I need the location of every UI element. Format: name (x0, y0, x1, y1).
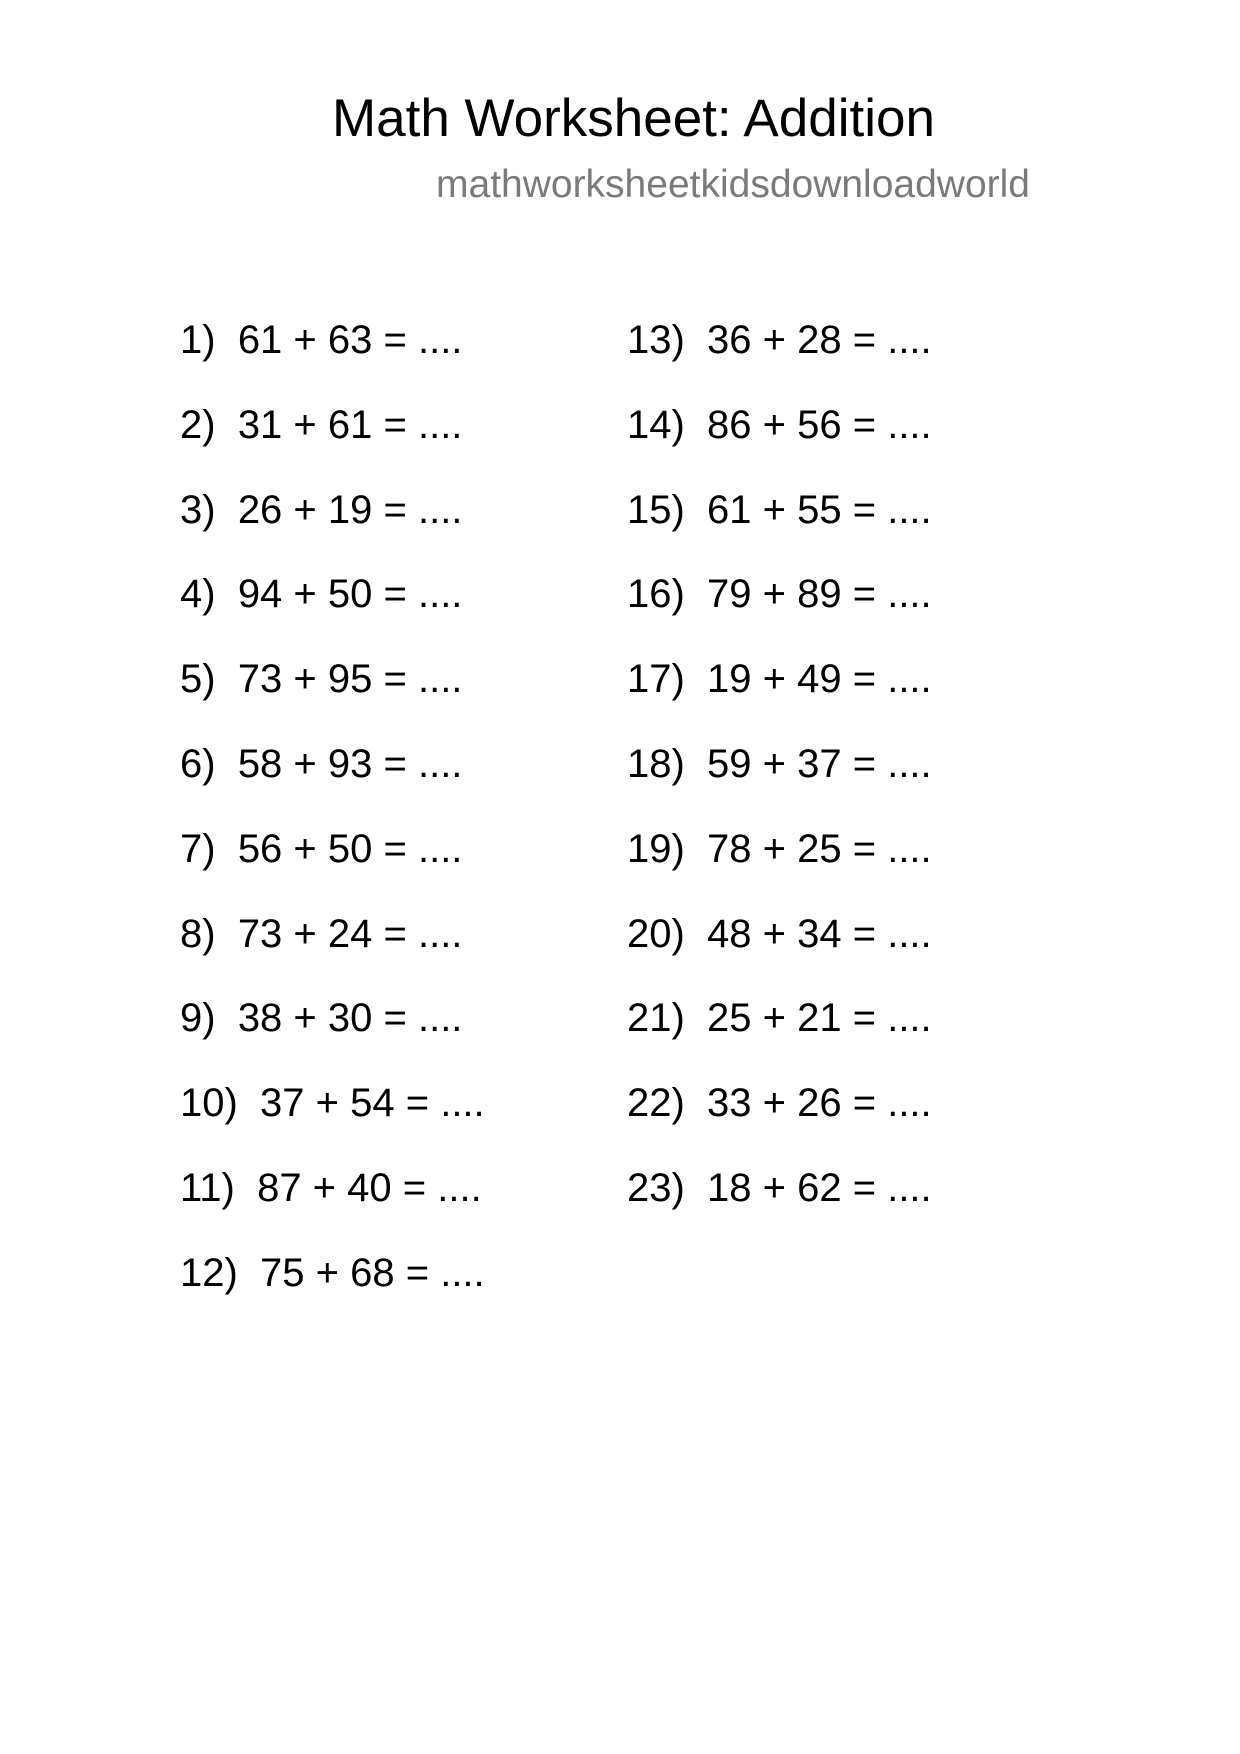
problem-expression: 61 + 63 = .... (237, 318, 463, 362)
problem-expression: 18 + 62 = .... (707, 1166, 932, 1210)
problem-number: 17) (627, 657, 685, 702)
problem-item (180, 402, 463, 447)
problem-number: 1) (180, 318, 216, 362)
problem-number: 21) (627, 996, 685, 1041)
problem-item (627, 1081, 932, 1126)
problem-expression: 58 + 93 = .... (237, 742, 463, 786)
problem-item (180, 996, 463, 1041)
problem-expression: 87 + 40 = .... (257, 1166, 482, 1210)
problem-number: 23) (627, 1166, 685, 1210)
problem-number: 6) (180, 742, 216, 786)
problem-expression: 79 + 89 = .... (707, 572, 932, 617)
problem-item (627, 744, 932, 784)
problem-number: 8) (180, 911, 216, 956)
problem-expression: 86 + 56 = .... (707, 402, 932, 447)
problem-number: 15) (627, 487, 685, 532)
problem-item (180, 572, 463, 617)
problem-number: 4) (180, 572, 216, 617)
problem-item (627, 911, 932, 956)
problem-item (627, 572, 932, 617)
problem-number: 9) (180, 996, 216, 1041)
problem-number: 2) (180, 402, 216, 447)
problem-number: 13) (627, 318, 685, 362)
problem-item (180, 1250, 485, 1295)
problem-expression: 78 + 25 = .... (707, 826, 932, 871)
problem-item (627, 487, 932, 532)
problem-expression: 19 + 49 = .... (707, 657, 932, 702)
problem-item (627, 1168, 932, 1208)
problem-expression: 26 + 19 = .... (237, 487, 463, 532)
problem-number: 5) (180, 657, 216, 702)
problem-expression: 37 + 54 = .... (260, 1081, 485, 1126)
problem-expression: 25 + 21 = .... (707, 996, 932, 1041)
problem-expression: 36 + 28 = .... (707, 318, 932, 362)
problem-item (180, 744, 462, 784)
worksheet-title: Math Worksheet: Addition (332, 89, 935, 148)
problem-expression: 48 + 34 = .... (707, 911, 932, 956)
problem-number: 22) (627, 1081, 685, 1126)
problem-item (627, 320, 932, 360)
problem-number: 16) (627, 572, 685, 617)
problem-expression: 94 + 50 = .... (237, 572, 463, 617)
problem-number: 19) (627, 826, 685, 871)
problem-number: 3) (180, 487, 216, 532)
problem-number: 11) (180, 1166, 235, 1210)
problem-item (180, 487, 463, 532)
problem-expression: 61 + 55 = .... (707, 487, 932, 532)
problem-item (627, 826, 932, 871)
problem-item (180, 1168, 482, 1208)
problem-number: 18) (627, 742, 685, 786)
problem-item (180, 911, 463, 956)
problem-item (180, 657, 463, 702)
problem-item (180, 826, 463, 871)
problem-item (627, 996, 932, 1041)
problem-item (627, 402, 932, 447)
problem-expression: 56 + 50 = .... (237, 826, 463, 871)
problem-expression: 31 + 61 = .... (237, 402, 463, 447)
problem-expression: 75 + 68 = .... (260, 1250, 485, 1295)
problem-number: 7) (180, 826, 216, 871)
problem-expression: 59 + 37 = .... (707, 742, 932, 786)
problem-expression: 73 + 24 = .... (237, 911, 463, 956)
worksheet-subtitle: mathworksheetkidsdownloadworld (436, 163, 1030, 206)
problem-item (180, 1081, 485, 1126)
problem-item (180, 320, 462, 360)
problem-expression: 33 + 26 = .... (707, 1081, 932, 1126)
problem-number: 14) (627, 402, 685, 447)
problem-expression: 73 + 95 = .... (237, 657, 463, 702)
problem-number: 20) (627, 911, 685, 956)
problem-item (627, 657, 932, 702)
problem-number: 10) (180, 1081, 238, 1126)
problem-expression: 38 + 30 = .... (237, 996, 463, 1041)
problem-number: 12) (180, 1250, 238, 1295)
